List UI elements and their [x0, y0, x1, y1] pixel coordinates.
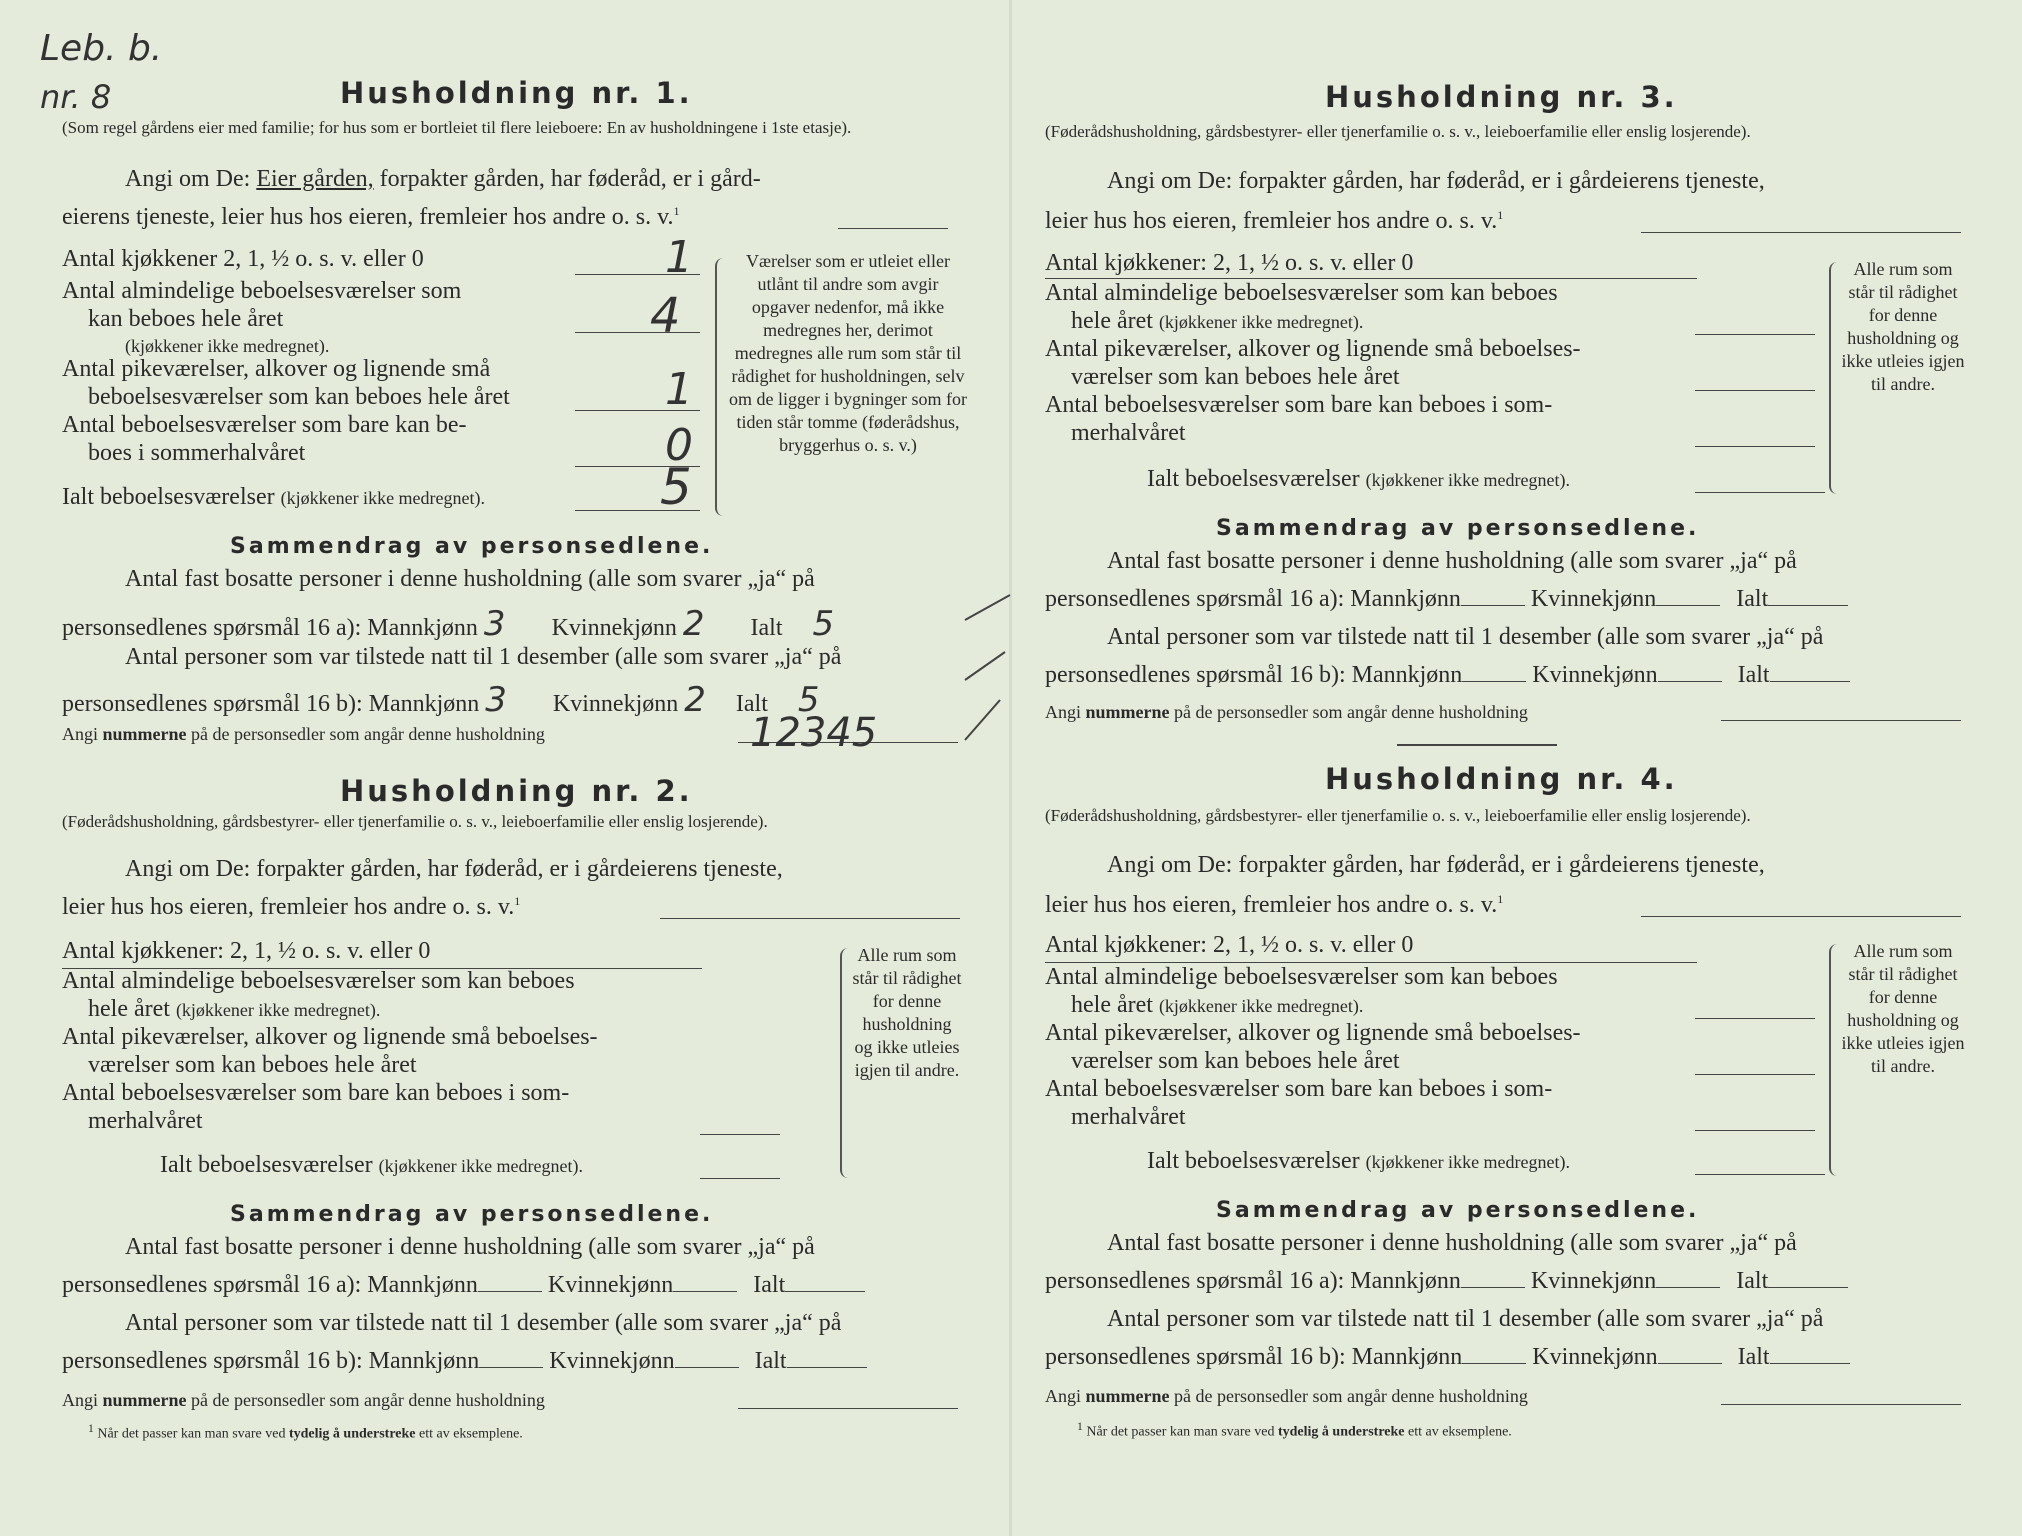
h1-til-kvinne[interactable]: 2 — [684, 680, 706, 720]
h4-nummer: Angi nummerne på de personsedler som angår denne husholdning — [1045, 1386, 1528, 1406]
h2-side-note: Alle rum som står til rådighet for denne husholdning og ikke utleies igjen til andre. — [852, 945, 962, 1080]
h1-ialt-value[interactable]: 5 — [660, 458, 692, 516]
h2-summary-title: Sammendrag av personsedlene. — [230, 1202, 714, 1227]
h1-pike-label2: beboelsesværelser som kan beboes hele året — [88, 384, 510, 410]
h1-kjokkener-label: Antal kjøkkener 2, 1, ½ o. s. v. eller 0 — [62, 246, 424, 272]
margin-note-1: Leb. b. — [40, 28, 163, 69]
household-1-note: (Som regel gårdens eier med familie; for hus som er bortleiet til flere leieboere: En av husholdningene i 1ste etasje). — [62, 118, 852, 137]
household-4-note: (Føderådshusholdning, gårdsbestyrer- eller tjenerfamilie o. s. v., leieboerfamilie eller enslig losjerende). — [1045, 806, 1751, 825]
h1-kjokkener-value[interactable]: 1 — [665, 232, 693, 283]
h2-sommer-label2: merhalvåret — [88, 1108, 203, 1134]
h4-kjokkener-label: Antal kjøkkener: 2, 1, ½ o. s. v. eller 0 — [1045, 932, 1414, 958]
h1-sommer-label2: boes i sommerhalvåret — [88, 440, 306, 466]
household-1-title: Husholdning nr. 1. — [340, 76, 693, 110]
h4-angi-line2: leier hus hos eieren, fremleier hos andre o. s. v.$^1$ — [1045, 892, 1504, 918]
h3-sommer-label2: merhalvåret — [1071, 420, 1186, 446]
h1-til-mann[interactable]: 3 — [485, 680, 507, 720]
margin-note-2: nr. 8 — [40, 78, 112, 116]
right-page — [1011, 0, 2022, 1536]
household-1-angi-line1: Angi om De: Eier gården, forpakter gården, har føderåd, er i gård- — [125, 166, 761, 192]
h1-alm-value[interactable]: 4 — [650, 288, 681, 344]
h2-fast-line2: personsedlenes spørsmål 16 a): Mannkjønn Kvinnekjønn Ialt — [62, 1272, 865, 1299]
h1-alm-label1: Antal almindelige beboelsesværelser som — [62, 278, 462, 304]
h1-sommer-label1: Antal beboelsesværelser som bare kan be- — [62, 412, 467, 438]
household-4-title: Husholdning nr. 4. — [1325, 762, 1678, 796]
h1-side-note: Værelser som er utleiet eller utlånt til andre som avgir opgaver nedenfor, må ikke medregnes her, derimot medregnes alle rum som står til rådighet for husholdningen, selv om de ligger i bygninger som for tiden står tomme (føderådshus, bryggerhus o. s. v.) — [729, 251, 967, 455]
h1-nummer: Angi nummerne på de personsedler som angår denne husholdning — [62, 724, 545, 744]
h2-tilstede-line2: personsedlenes spørsmål 16 b): Mannkjønn Kvinnekjønn Ialt — [62, 1348, 867, 1375]
h1-fast-line2: personsedlenes spørsmål 16 a): Mannkjønn 3 Kvinnekjønn 2 Ialt 5 — [62, 604, 835, 644]
h4-ialt-label: Ialt beboelsesværelser (kjøkkener ikke medregnet). — [1147, 1148, 1571, 1174]
h3-fast-line2: personsedlenes spørsmål 16 a): Mannkjønn Kvinnekjønn Ialt — [1045, 586, 1848, 613]
h1-sommer-value[interactable]: 0 — [665, 420, 693, 471]
h4-alm-label2: hele året (kjøkkener ikke medregnet). — [1071, 992, 1364, 1018]
h1-alm-label2: kan beboes hele året — [88, 306, 284, 332]
household-3-note: (Føderådshusholdning, gårdsbestyrer- eller tjenerfamilie o. s. v., leieboerfamilie eller enslig losjerende). — [1045, 122, 1751, 141]
h3-summary-title: Sammendrag av personsedlene. — [1216, 516, 1700, 541]
h3-nummer: Angi nummerne på de personsedler som angår denne husholdning — [1045, 702, 1528, 722]
h1-fast-mann[interactable]: 3 — [483, 604, 506, 644]
h4-alm-label1: Antal almindelige beboelsesværelser som kan beboes — [1045, 964, 1558, 990]
h1-fast-line1: Antal fast bosatte personer i denne husholdning (alle som svarer „ja“ på — [125, 566, 815, 592]
h4-tilstede-line1: Antal personer som var tilstede natt til 1 desember (alle som svarer „ja“ på — [1107, 1306, 1824, 1332]
h4-angi-line1: Angi om De: forpakter gården, har føderåd, er i gårdeierens tjeneste, — [1107, 852, 1765, 878]
h1-tilstede-line1: Antal personer som var tilstede natt til 1 desember (alle som svarer „ja“ på — [125, 644, 842, 670]
h2-alm-label1: Antal almindelige beboelsesværelser som kan beboes — [62, 968, 575, 994]
footnote-right: $^1$ Når det passer kan man svare ved tydelig å understreke ett av eksemplene. — [1077, 1420, 1512, 1440]
h2-ialt-label: Ialt beboelsesværelser (kjøkkener ikke medregnet). — [160, 1152, 584, 1178]
h2-sommer-label1: Antal beboelsesværelser som bare kan beboes i som- — [62, 1080, 570, 1106]
h3-fast-line1: Antal fast bosatte personer i denne husholdning (alle som svarer „ja“ på — [1107, 548, 1797, 574]
h2-fast-line1: Antal fast bosatte personer i denne husholdning (alle som svarer „ja“ på — [125, 1234, 815, 1260]
h4-side-note: Alle rum som står til rådighet for denne husholdning og ikke utleies igjen til andre. — [1841, 941, 1965, 1076]
h2-tilstede-line1: Antal personer som var tilstede natt til 1 desember (alle som svarer „ja“ på — [125, 1310, 842, 1336]
household-3-title: Husholdning nr. 3. — [1325, 80, 1678, 114]
h3-alm-label2: hele året (kjøkkener ikke medregnet). — [1071, 308, 1364, 334]
h2-angi-line2: leier hus hos eieren, fremleier hos andre o. s. v.$^1$ — [62, 894, 521, 920]
h2-kjokkener-label: Antal kjøkkener: 2, 1, ½ o. s. v. eller 0 — [62, 938, 431, 964]
h4-fast-line1: Antal fast bosatte personer i denne husholdning (alle som svarer „ja“ på — [1107, 1230, 1797, 1256]
h3-side-note: Alle rum som står til rådighet for denne husholdning og ikke utleies igjen til andre. — [1841, 259, 1965, 394]
h4-pike-label2: værelser som kan beboes hele året — [1071, 1048, 1400, 1074]
h2-alm-label2: hele året (kjøkkener ikke medregnet). — [88, 996, 381, 1022]
h3-angi-line2: leier hus hos eieren, fremleier hos andre o. s. v.$^1$ — [1045, 208, 1504, 234]
h3-tilstede-line2: personsedlenes spørsmål 16 b): Mannkjønn Kvinnekjønn Ialt — [1045, 662, 1850, 689]
h4-sommer-label2: merhalvåret — [1071, 1104, 1186, 1130]
household-1-angi-line2: eierens tjeneste, leier hus hos eieren, fremleier hos andre o. s. v.$^1$ — [62, 204, 680, 230]
household-1-eier-garden[interactable]: Eier gården, — [256, 166, 374, 192]
h4-pike-label1: Antal pikeværelser, alkover og lignende små beboelses- — [1045, 1020, 1581, 1046]
h3-pike-label1: Antal pikeværelser, alkover og lignende små beboelses- — [1045, 336, 1581, 362]
h3-tilstede-line1: Antal personer som var tilstede natt til 1 desember (alle som svarer „ja“ på — [1107, 624, 1824, 650]
h1-fast-ialt[interactable]: 5 — [812, 604, 835, 644]
h2-pike-label1: Antal pikeværelser, alkover og lignende små beboelses- — [62, 1024, 598, 1050]
h3-ialt-label: Ialt beboelsesværelser (kjøkkener ikke medregnet). — [1147, 466, 1571, 492]
h4-tilstede-line2: personsedlenes spørsmål 16 b): Mannkjønn Kvinnekjønn Ialt — [1045, 1344, 1850, 1371]
household-2-title: Husholdning nr. 2. — [340, 774, 693, 808]
h1-summary-title: Sammendrag av personsedlene. — [230, 534, 714, 559]
h1-tilstede-line2: personsedlenes spørsmål 16 b): Mannkjønn 3 Kvinnekjønn 2 Ialt 5 — [62, 680, 820, 720]
h1-ialt-label: Ialt beboelsesværelser (kjøkkener ikke medregnet). — [62, 484, 486, 510]
h4-summary-title: Sammendrag av personsedlene. — [1216, 1198, 1700, 1223]
h1-pike-label1: Antal pikeværelser, alkover og lignende små — [62, 356, 491, 382]
h1-fast-kvinne[interactable]: 2 — [682, 604, 705, 644]
h2-pike-label2: værelser som kan beboes hele året — [88, 1052, 417, 1078]
h3-alm-label1: Antal almindelige beboelsesværelser som kan beboes — [1045, 280, 1558, 306]
h3-kjokkener-label: Antal kjøkkener: 2, 1, ½ o. s. v. eller 0 — [1045, 250, 1414, 276]
h3-angi-line1: Angi om De: forpakter gården, har føderåd, er i gårdeierens tjeneste, — [1107, 168, 1765, 194]
h1-nummer-value[interactable]: 12345 — [750, 710, 878, 756]
footnote-left: $^1$ Når det passer kan man svare ved tydelig å understreke ett av eksemplene. — [88, 1422, 523, 1442]
h1-pike-value[interactable]: 1 — [665, 364, 693, 415]
h4-fast-line2: personsedlenes spørsmål 16 a): Mannkjønn Kvinnekjønn Ialt — [1045, 1268, 1848, 1295]
h1-alm-note: (kjøkkener ikke medregnet). — [125, 336, 330, 356]
h4-sommer-label1: Antal beboelsesværelser som bare kan beboes i som- — [1045, 1076, 1553, 1102]
h1-til-ialt[interactable]: 5 — [797, 680, 820, 720]
household-2-note: (Føderådshusholdning, gårdsbestyrer- eller tjenerfamilie o. s. v., leieboerfamilie eller enslig losjerende). — [62, 812, 768, 831]
h3-sommer-label1: Antal beboelsesværelser som bare kan beboes i som- — [1045, 392, 1553, 418]
h2-nummer: Angi nummerne på de personsedler som angår denne husholdning — [62, 1390, 545, 1410]
h2-angi-line1: Angi om De: forpakter gården, har føderåd, er i gårdeierens tjeneste, — [125, 856, 783, 882]
h3-pike-label2: værelser som kan beboes hele året — [1071, 364, 1400, 390]
